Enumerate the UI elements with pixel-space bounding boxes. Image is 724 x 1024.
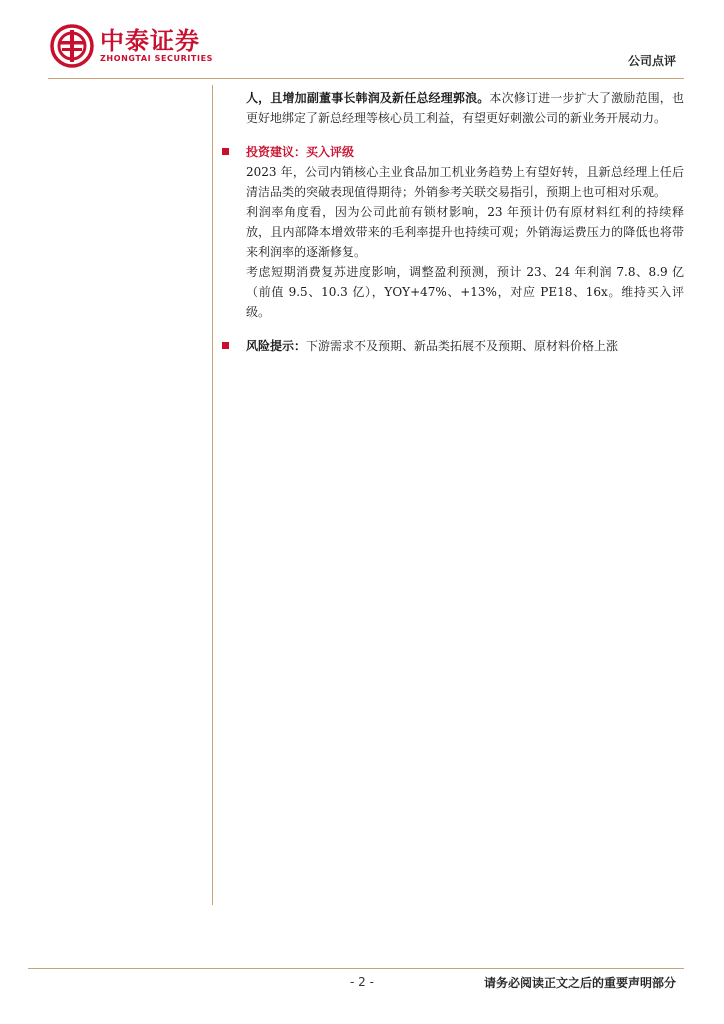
investment-paragraph: 2023 年，公司内销核心主业食品加工机业务趋势上有望好转，且新总经理上任后清洁品类的突破表现值得期待；外销参考关联交易指引，预期上也可相对乐观。 [246,165,684,199]
investment-title: 投资建议：买入评级 [246,145,355,159]
main-content [222,88,684,356]
page-number: - 2 - [350,975,374,989]
investment-section [222,142,684,322]
header-divider [48,78,684,79]
column-divider [212,85,213,905]
footer-divider [28,968,684,969]
intro-bold-text: 人，且增加副董事长韩润及新任总经理郭浪。 [246,91,490,105]
section-bullet-icon [222,342,229,349]
section-bullet-icon [222,148,229,155]
company-logo [50,24,213,68]
intro-paragraph [222,88,684,128]
zhongtai-logo-icon [50,24,94,68]
brand-name-cn: 中泰证券 [100,27,200,55]
disclaimer-note: 请务必阅读正文之后的重要声明部分 [483,976,676,990]
risk-label: 风险提示： [246,339,307,353]
risk-section [222,336,684,356]
investment-paragraph: 考虑短期消费复苏进度影响，调整盈利预测，预计 23、24 年利润 7.8、8.9 亿（前值 9.5、10.3 亿），YOY+47%、+13%，对应 PE18、16x。维持买入评级。 [246,265,684,319]
brand-name-en: ZHONGTAI SECURITIES [100,54,213,63]
risk-text: 下游需求不及预期、新品类拓展不及预期、原材料价格上涨 [306,339,619,353]
document-type: 公司点评 [627,54,676,68]
investment-paragraph: 利润率角度看，因为公司此前有锁材影响，23 年预计仍有原材料红利的持续释放，且内部降本增效带来的毛利率提升也持续可观；外销海运费压力的降低也将带来利润率的逐渐修复。 [246,205,684,259]
risk-line [222,336,684,356]
intro-text: 本次修订进一步扩大了激励范围，也更好地绑定了新总经理等核心员工利益，有望更好刺激公司的新业务开展动力。 [246,91,684,125]
